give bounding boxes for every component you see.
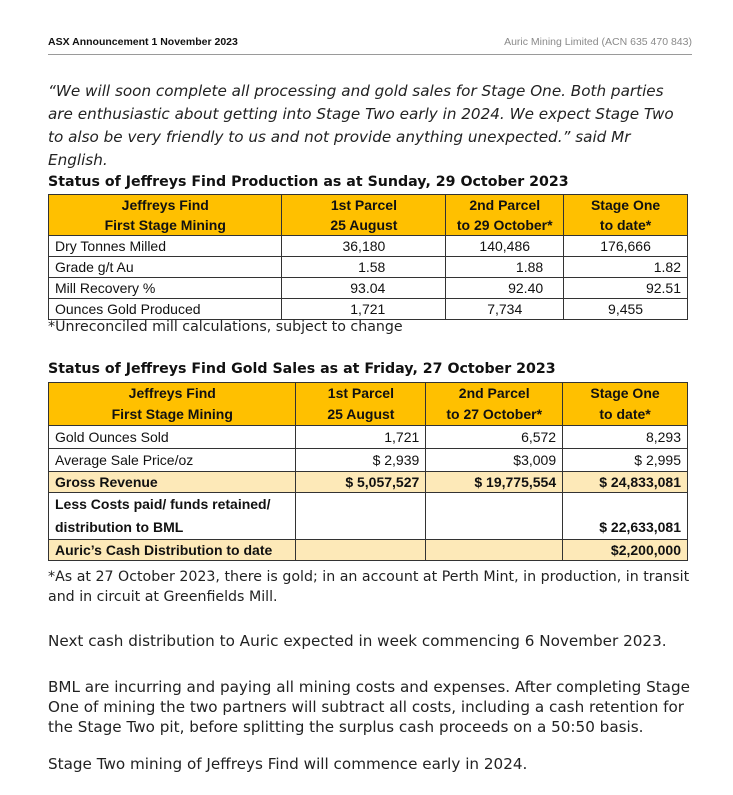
row-label: Dry Tonnes Milled [49, 236, 282, 257]
bml-costs-paragraph: BML are incurring and paying all mining costs and expenses. After completing Stage One of mining the two partners will subtract all costs, including a cash retention for the Stage Two pit, before splitting the surplus cash proceeds on a 50:50 basis. [48, 678, 690, 736]
company-name: Auric Mining Limited (ACN 635 470 843) [504, 36, 692, 48]
row-label: Gold Ounces Sold [49, 426, 296, 449]
cell [426, 540, 563, 561]
row-label: Average Sale Price/oz [49, 449, 296, 472]
production-table-title: Status of Jeffreys Find Production as at Sunday, 29 October 2023 [48, 174, 569, 190]
costs-row [49, 493, 688, 540]
sales-footnote: *As at 27 October 2023, there is gold; in an account at Perth Mint, in production, in transit and in circuit at Greenfields Mill. [48, 569, 690, 605]
cell: 176,666 [564, 236, 688, 257]
announcement-date: ASX Announcement 1 November 2023 [48, 36, 238, 48]
sales-col-header: 1st Parcel 25 August [296, 383, 426, 426]
cell: 1,721 [296, 426, 426, 449]
sales-col-header: Jeffreys Find First Stage Mining [49, 383, 296, 426]
table-row [49, 236, 688, 257]
cell: 92.51 [564, 278, 688, 299]
cash-distribution-row [49, 540, 688, 561]
cell: $2,200,000 [563, 540, 688, 561]
row-label: Gross Revenue [49, 472, 296, 493]
production-col-header: 2nd Parcel to 29 October* [446, 195, 564, 236]
production-footnote: *Unreconciled mill calculations, subject to change [48, 319, 403, 335]
cell: 1.82 [564, 257, 688, 278]
table-row [49, 257, 688, 278]
stage-two-paragraph: Stage Two mining of Jeffreys Find will commence early in 2024. [48, 755, 528, 773]
cell: 36,180 [282, 236, 446, 257]
sales-col-header: 2nd Parcel to 27 October* [426, 383, 563, 426]
cell: 9,455 [564, 299, 688, 320]
cell: 6,572 [426, 426, 563, 449]
production-header-row [49, 195, 688, 236]
production-col-header: 1st Parcel 25 August [282, 195, 446, 236]
cell [296, 493, 426, 540]
next-distribution-paragraph: Next cash distribution to Auric expected in week commencing 6 November 2023. [48, 632, 667, 650]
quote-paragraph: “We will soon complete all processing and gold sales for Stage One. Both parties are enthusiastic about getting into Stage Two early in 2024. We expect Stage Two to also be very friendly to us and not provide anything unexpected.” said Mr English. [48, 82, 674, 169]
row-label: Less Costs paid/ funds retained/ distribution to BML [49, 493, 296, 540]
cell: 1,721 [282, 299, 446, 320]
cell: 8,293 [563, 426, 688, 449]
cell [296, 540, 426, 561]
row-label: Ounces Gold Produced [49, 299, 282, 320]
cell: 92.40 [446, 278, 564, 299]
row-label: Mill Recovery % [49, 278, 282, 299]
cell: 93.04 [282, 278, 446, 299]
sales-col-header: Stage One to date* [563, 383, 688, 426]
cell: $ 2,939 [296, 449, 426, 472]
cell: $3,009 [426, 449, 563, 472]
cell: 140,486 [446, 236, 564, 257]
production-table [48, 194, 688, 320]
table-row [49, 426, 688, 449]
cell: $ 22,633,081 [563, 493, 688, 540]
cell [426, 493, 563, 540]
page-header [48, 36, 692, 55]
sales-table [48, 382, 688, 561]
cell: 1.58 [282, 257, 446, 278]
table-row [49, 449, 688, 472]
sales-header-row [49, 383, 688, 426]
cell: $ 19,775,554 [426, 472, 563, 493]
cell: 1.88 [446, 257, 564, 278]
cell: $ 24,833,081 [563, 472, 688, 493]
production-col-header: Jeffreys Find First Stage Mining [49, 195, 282, 236]
gross-revenue-row [49, 472, 688, 493]
row-label: Auric’s Cash Distribution to date [49, 540, 296, 561]
table-row [49, 278, 688, 299]
cell: $ 5,057,527 [296, 472, 426, 493]
production-col-header: Stage One to date* [564, 195, 688, 236]
row-label: Grade g/t Au [49, 257, 282, 278]
sales-table-title: Status of Jeffreys Find Gold Sales as at Friday, 27 October 2023 [48, 361, 556, 377]
cell: $ 2,995 [563, 449, 688, 472]
cell: 7,734 [446, 299, 564, 320]
